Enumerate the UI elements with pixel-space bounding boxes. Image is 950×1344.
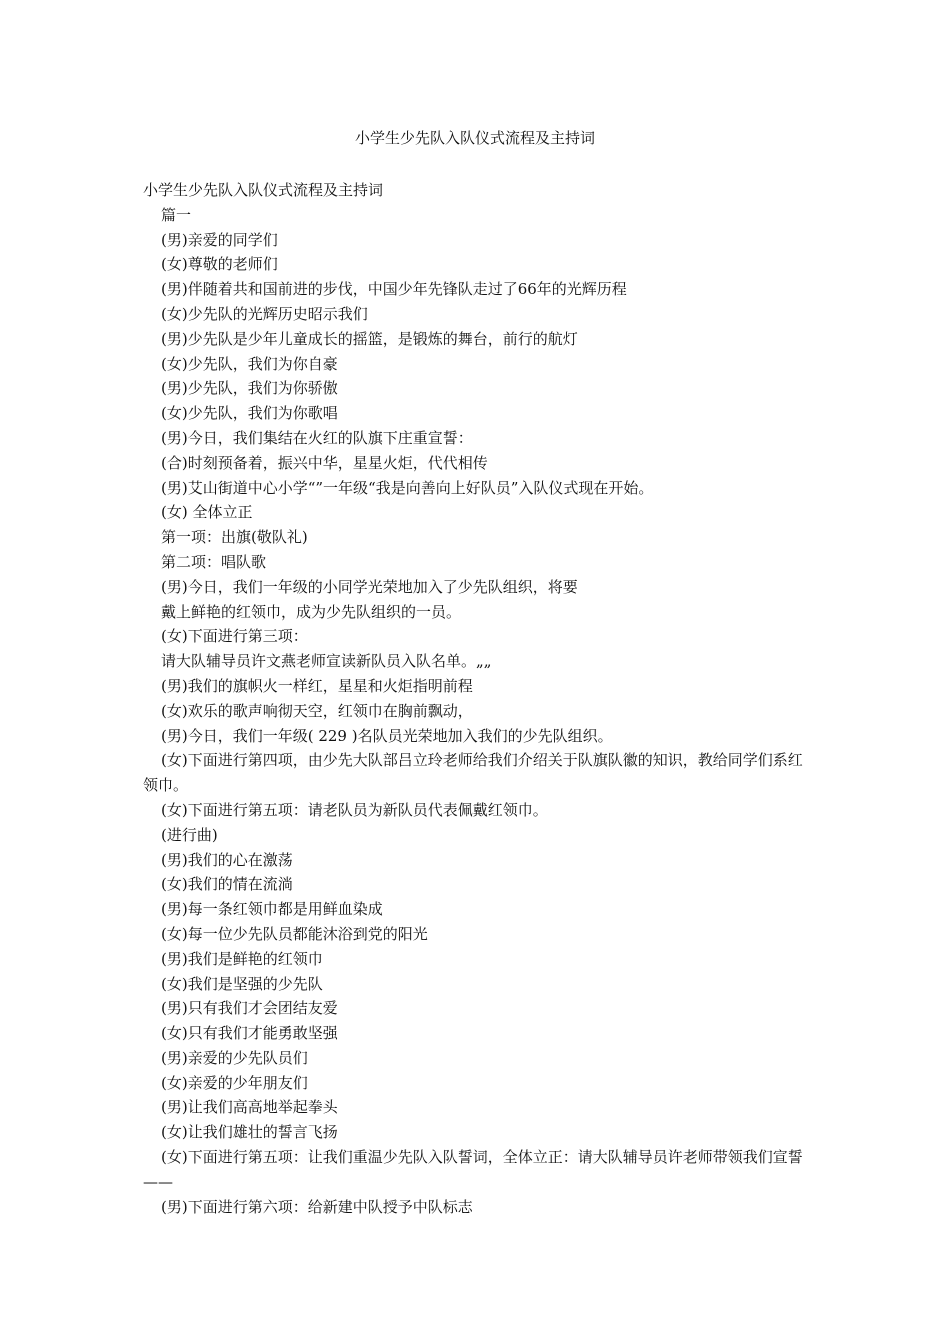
paragraph: (男)下面进行第六项：给新建中队授予中队标志 — [161, 1197, 473, 1216]
paragraph: (女)尊敬的老师们 — [161, 255, 278, 274]
paragraph: (男)少先队，我们为你骄傲 — [161, 379, 338, 398]
paragraph: (女)少先队，我们为你自豪 — [161, 354, 338, 373]
paragraph: (男)今日，我们一年级( 229 )名队员光荣地加入我们的少先队组织。 — [161, 726, 613, 745]
paragraph: 第一项：出旗(敬队礼) — [161, 528, 308, 547]
paragraph: (女)下面进行第三项： — [161, 627, 308, 646]
paragraph: (合)时刻预备着，振兴中华，星星火炬，代代相传 — [161, 453, 488, 472]
paragraph: (女)我们是坚强的少先队 — [161, 974, 323, 993]
paragraph: (男)我们是鲜艳的红领巾 — [161, 949, 323, 968]
paragraph: (女)让我们雄壮的誓言飞扬 — [161, 1123, 338, 1142]
paragraph: 第二项：唱队歌 — [161, 552, 267, 571]
paragraph: (男)伴随着共和国前进的步伐，中国少年先锋队走过了66年的光辉历程 — [161, 280, 627, 299]
document-body — [143, 178, 808, 1219]
paragraph: (男)少先队是少年儿童成长的摇篮，是锻炼的舞台，前行的航灯 — [161, 329, 578, 348]
paragraph: (女) 全体立正 — [161, 503, 253, 522]
paragraph: (女)只有我们才能勇敢坚强 — [161, 1024, 338, 1043]
paragraph: (女)少先队，我们为你歌唱 — [161, 404, 338, 423]
paragraph: (女)每一位少先队员都能沐浴到党的阳光 — [161, 924, 428, 943]
paragraph: (女)下面进行第四项，由少先大队部吕立玲老师给我们介绍关于队旗队徽的知识，教给同学们系红领巾。 — [143, 751, 803, 795]
paragraph-list — [143, 203, 808, 1220]
paragraph: (男)亲爱的同学们 — [161, 230, 278, 249]
paragraph: (女)我们的情在流淌 — [161, 875, 293, 894]
paragraph: (男)我们的心在激荡 — [161, 850, 293, 869]
paragraph: (男)只有我们才会团结友爱 — [161, 999, 338, 1018]
document-title: 小学生少先队入队仪式流程及主持词 — [354, 129, 595, 147]
paragraph: (女)少先队的光辉历史昭示我们 — [161, 304, 368, 323]
document-subtitle: 小学生少先队入队仪式流程及主持词 — [143, 181, 384, 199]
paragraph: 篇一 — [161, 205, 192, 224]
paragraph: (男)让我们高高地举起拳头 — [161, 1098, 338, 1117]
paragraph: (女)下面进行第五项：让我们重温少先队入队誓词，全体立正：请大队辅导员许老师带领我们宣誓—— — [143, 1148, 803, 1191]
paragraph: (男)我们的旗帜火一样红，星星和火炬指明前程 — [161, 676, 473, 695]
paragraph: (男)每一条红领巾都是用鲜血染成 — [161, 900, 383, 919]
paragraph: (男)今日，我们集结在火红的队旗下庄重宣誓： — [161, 428, 473, 447]
paragraph: (男)艾山街道中心小学“”一年级“我是向善向上好队员”入队仪式现在开始。 — [161, 478, 654, 497]
paragraph: (男)今日，我们一年级的小同学光荣地加入了少先队组织，将要 — [161, 577, 578, 596]
paragraph: (女)亲爱的少年朋友们 — [161, 1073, 308, 1092]
paragraph: (进行曲) — [161, 825, 218, 844]
paragraph: (女)下面进行第五项：请老队员为新队员代表佩戴红领巾。 — [161, 800, 548, 819]
paragraph: (男)亲爱的少先队员们 — [161, 1048, 308, 1067]
paragraph: (女)欢乐的歌声响彻天空，红领巾在胸前飘动， — [161, 701, 473, 720]
paragraph: 戴上鲜艳的红领巾，成为少先队组织的一员。 — [161, 602, 462, 621]
paragraph: 请大队辅导员许文燕老师宣读新队员入队名单。„„ — [161, 652, 492, 671]
